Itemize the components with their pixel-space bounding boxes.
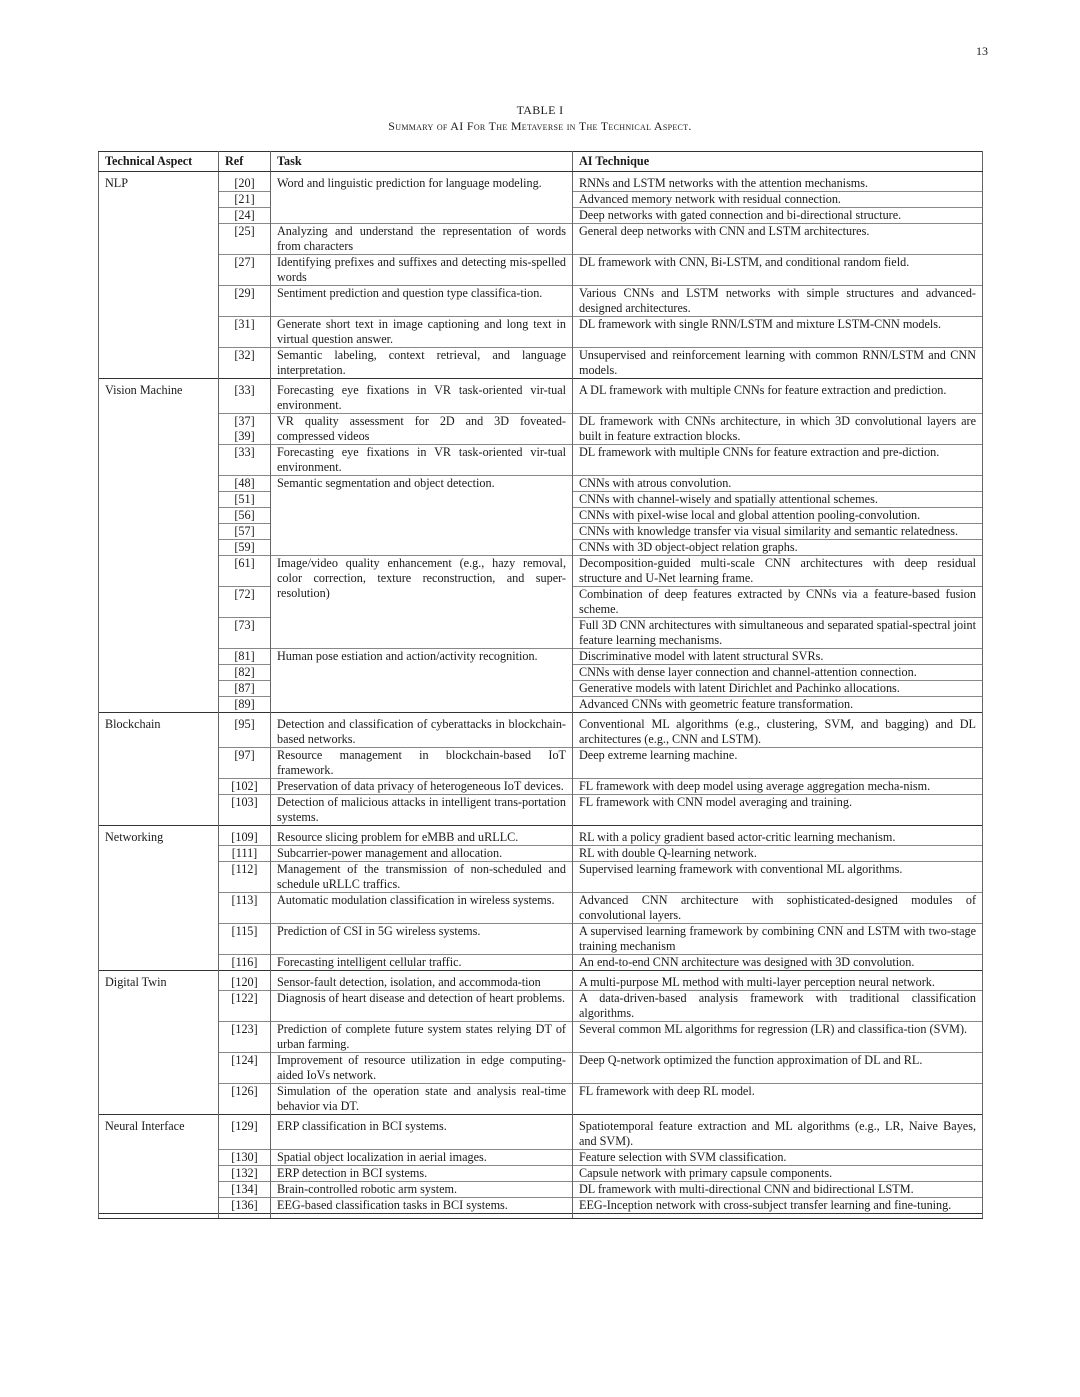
technique-cell: CNNs with dense layer connection and channel-attention connection. — [573, 665, 983, 681]
technique-cell: Supervised learning framework with conventional ML algorithms. — [573, 862, 983, 893]
technique-cell: General deep networks with CNN and LSTM architectures. — [573, 224, 983, 255]
task-cell: Identifying prefixes and suffixes and detecting mis-spelled words — [271, 255, 573, 286]
table-row — [99, 1182, 983, 1198]
ref-cell: [103] — [219, 795, 271, 826]
table-row — [99, 1150, 983, 1166]
aspect-cell: Digital Twin — [99, 975, 219, 1115]
header-ai-technique: AI Technique — [573, 152, 983, 172]
ref-cell: [37] [39] — [219, 414, 271, 445]
ref-cell: [61] — [219, 556, 271, 587]
technique-cell: RNNs and LSTM networks with the attention mechanisms. — [573, 176, 983, 192]
table-row — [99, 649, 983, 665]
ref-cell: [20] — [219, 176, 271, 192]
table-row — [99, 846, 983, 862]
task-cell: Management of the transmission of non-scheduled and schedule uRLLC traffics. — [271, 862, 573, 893]
ref-cell: [97] — [219, 748, 271, 779]
separator-cell — [219, 1214, 271, 1219]
technique-cell: RL with double Q-learning network. — [573, 846, 983, 862]
ref-cell: [132] — [219, 1166, 271, 1182]
technique-cell: EEG-Inception network with cross-subject transfer learning and fine-tuning. — [573, 1198, 983, 1214]
table-row — [99, 893, 983, 924]
table-row — [99, 556, 983, 587]
table-row — [99, 748, 983, 779]
technique-cell: Feature selection with SVM classification. — [573, 1150, 983, 1166]
task-cell: Brain-controlled robotic arm system. — [271, 1182, 573, 1198]
technique-cell: Several common ML algorithms for regression (LR) and classifica-tion (SVM). — [573, 1022, 983, 1053]
ref-cell: [129] — [219, 1119, 271, 1150]
task-cell: Word and linguistic prediction for language modeling. — [271, 176, 573, 224]
table-row — [99, 991, 983, 1022]
header-technical-aspect: Technical Aspect — [99, 152, 219, 172]
task-cell: Detection of malicious attacks in intelligent trans-portation systems. — [271, 795, 573, 826]
table-row — [99, 317, 983, 348]
separator-cell — [573, 1214, 983, 1219]
technique-cell: DL framework with multiple CNNs for feature extraction and pre-diction. — [573, 445, 983, 476]
ref-cell: [112] — [219, 862, 271, 893]
task-cell: Sensor-fault detection, isolation, and accommoda-tion — [271, 975, 573, 991]
technique-cell: Advanced memory network with residual connection. — [573, 192, 983, 208]
technique-cell: Full 3D CNN architectures with simultaneous and separated spatial-spectral joint feature learning mechanisms. — [573, 618, 983, 649]
ref-cell: [24] — [219, 208, 271, 224]
technique-cell: FL framework with deep model using average aggregation mecha-nism. — [573, 779, 983, 795]
ref-cell: [72] — [219, 587, 271, 618]
task-cell: Improvement of resource utilization in edge computing-aided IoVs network. — [271, 1053, 573, 1084]
ref-cell: [116] — [219, 955, 271, 971]
technique-cell: DL framework with single RNN/LSTM and mixture LSTM-CNN models. — [573, 317, 983, 348]
table-row — [99, 476, 983, 492]
ref-cell: [56] — [219, 508, 271, 524]
separator-cell — [99, 1214, 219, 1219]
technique-cell: RL with a policy gradient based actor-critic learning mechanism. — [573, 830, 983, 846]
ref-cell: [21] — [219, 192, 271, 208]
table-row — [99, 1022, 983, 1053]
header-task: Task — [271, 152, 573, 172]
task-cell: Prediction of complete future system states relying DT of urban farming. — [271, 1022, 573, 1053]
technique-cell: FL framework with CNN model averaging and training. — [573, 795, 983, 826]
ref-cell: [27] — [219, 255, 271, 286]
task-cell: ERP detection in BCI systems. — [271, 1166, 573, 1182]
aspect-cell: Networking — [99, 830, 219, 971]
technique-cell: Deep extreme learning machine. — [573, 748, 983, 779]
task-cell: Automatic modulation classification in wireless systems. — [271, 893, 573, 924]
table-end-separator — [99, 1214, 983, 1219]
summary-table — [98, 151, 983, 1219]
aspect-cell: Vision Machine — [99, 383, 219, 713]
ref-cell: [32] — [219, 348, 271, 379]
task-cell: Spatial object localization in aerial images. — [271, 1150, 573, 1166]
ref-cell: [51] — [219, 492, 271, 508]
table-caption: Summary of AI For The Metaverse in The Technical Aspect. — [388, 119, 692, 133]
table-row — [99, 717, 983, 748]
table-header-row — [99, 152, 983, 172]
table-row — [99, 924, 983, 955]
ref-cell: [81] — [219, 649, 271, 665]
task-cell: VR quality assessment for 2D and 3D foveated-compressed videos — [271, 414, 573, 445]
ref-cell: [33] — [219, 445, 271, 476]
task-cell: Simulation of the operation state and analysis real-time behavior via DT. — [271, 1084, 573, 1115]
technique-cell: CNNs with atrous convolution. — [573, 476, 983, 492]
table-row — [99, 224, 983, 255]
task-cell: Generate short text in image captioning and long text in virtual question answer. — [271, 317, 573, 348]
ref-cell: [122] — [219, 991, 271, 1022]
technique-cell: Generative models with latent Dirichlet and Pachinko allocations. — [573, 681, 983, 697]
ref-cell: [87] — [219, 681, 271, 697]
table-row — [99, 1053, 983, 1084]
aspect-cell: Blockchain — [99, 717, 219, 826]
technique-cell: Advanced CNN architecture with sophisticated-designed modules of convolutional layers. — [573, 893, 983, 924]
technique-cell: Discriminative model with latent structural SVRs. — [573, 649, 983, 665]
technique-cell: CNNs with 3D object-object relation graphs. — [573, 540, 983, 556]
technique-cell: CNNs with pixel-wise local and global attention pooling-convolution. — [573, 508, 983, 524]
ref-cell: [33] — [219, 383, 271, 414]
table-row — [99, 830, 983, 846]
ref-cell: [95] — [219, 717, 271, 748]
task-cell: Resource slicing problem for eMBB and uRLLC. — [271, 830, 573, 846]
task-cell: Forecasting intelligent cellular traffic. — [271, 955, 573, 971]
technique-cell: Various CNNs and LSTM networks with simple structures and advanced-designed architectures. — [573, 286, 983, 317]
aspect-cell: Neural Interface — [99, 1119, 219, 1214]
task-cell: EEG-based classification tasks in BCI systems. — [271, 1198, 573, 1214]
ref-cell: [134] — [219, 1182, 271, 1198]
ref-cell: [124] — [219, 1053, 271, 1084]
table-row — [99, 1166, 983, 1182]
task-cell: Detection and classification of cyberattacks in blockchain-based networks. — [271, 717, 573, 748]
ref-cell: [89] — [219, 697, 271, 713]
task-cell: Prediction of CSI in 5G wireless systems. — [271, 924, 573, 955]
task-cell: Sentiment prediction and question type classifica-tion. — [271, 286, 573, 317]
technique-cell: DL framework with CNN, Bi-LSTM, and conditional random field. — [573, 255, 983, 286]
ref-cell: [73] — [219, 618, 271, 649]
table-row — [99, 779, 983, 795]
table-row — [99, 1084, 983, 1115]
task-cell: Forecasting eye fixations in VR task-oriented vir-tual environment. — [271, 445, 573, 476]
technique-cell: FL framework with deep RL model. — [573, 1084, 983, 1115]
ref-cell: [25] — [219, 224, 271, 255]
table-row — [99, 445, 983, 476]
technique-cell: Deep networks with gated connection and bi-directional structure. — [573, 208, 983, 224]
table-row — [99, 955, 983, 971]
ref-cell: [102] — [219, 779, 271, 795]
table-row — [99, 383, 983, 414]
task-cell: Analyzing and understand the representation of words from characters — [271, 224, 573, 255]
table-row — [99, 1198, 983, 1214]
technique-cell: A multi-purpose ML method with multi-layer perception neural network. — [573, 975, 983, 991]
technique-cell: DL framework with CNNs architecture, in which 3D convolutional layers are built in feature extraction blocks. — [573, 414, 983, 445]
task-cell: Resource management in blockchain-based IoT framework. — [271, 748, 573, 779]
technique-cell: Combination of deep features extracted by CNNs via a feature-based fusion scheme. — [573, 587, 983, 618]
table-row — [99, 975, 983, 991]
technique-cell: An end-to-end CNN architecture was designed with 3D convolution. — [573, 955, 983, 971]
technique-cell: A supervised learning framework by combining CNN and LSTM with two-stage training mechanism — [573, 924, 983, 955]
technique-cell: CNNs with channel-wisely and spatially attentional schemes. — [573, 492, 983, 508]
ref-cell: [115] — [219, 924, 271, 955]
task-cell: Image/video quality enhancement (e.g., hazy removal, color correction, texture reconstruction, and super-resolution) — [271, 556, 573, 649]
task-cell: Forecasting eye fixations in VR task-oriented vir-tual environment. — [271, 383, 573, 414]
table-row — [99, 862, 983, 893]
table-row — [99, 795, 983, 826]
ref-cell: [48] — [219, 476, 271, 492]
technique-cell: CNNs with knowledge transfer via visual similarity and semantic relatedness. — [573, 524, 983, 540]
task-cell: ERP classification in BCI systems. — [271, 1119, 573, 1150]
table-row — [99, 414, 983, 445]
separator-cell — [271, 1214, 573, 1219]
technique-cell: Decomposition-guided multi-scale CNN architectures with deep residual structure and U-Net learning frame. — [573, 556, 983, 587]
task-cell: Human pose estiation and action/activity recognition. — [271, 649, 573, 713]
task-cell: Preservation of data privacy of heterogeneous IoT devices. — [271, 779, 573, 795]
ref-cell: [82] — [219, 665, 271, 681]
ref-cell: [59] — [219, 540, 271, 556]
technique-cell: Conventional ML algorithms (e.g., clustering, SVM, and bagging) and DL architectures (e.g., CNN and LSTM). — [573, 717, 983, 748]
ref-cell: [31] — [219, 317, 271, 348]
task-cell: Semantic labeling, context retrieval, and language interpretation. — [271, 348, 573, 379]
ref-cell: [130] — [219, 1150, 271, 1166]
technique-cell: Unsupervised and reinforcement learning with common RNN/LSTM and CNN models. — [573, 348, 983, 379]
table-row — [99, 286, 983, 317]
technique-cell: DL framework with multi-directional CNN and bidirectional LSTM. — [573, 1182, 983, 1198]
ref-cell: [123] — [219, 1022, 271, 1053]
technique-cell: A data-driven-based analysis framework with traditional classification algorithms. — [573, 991, 983, 1022]
table-body — [99, 172, 983, 1219]
technique-cell: A DL framework with multiple CNNs for feature extraction and prediction. — [573, 383, 983, 414]
ref-cell: [29] — [219, 286, 271, 317]
ref-cell: [113] — [219, 893, 271, 924]
page-number: 13 — [976, 44, 988, 58]
table-row — [99, 348, 983, 379]
task-cell: Diagnosis of heart disease and detection of heart problems. — [271, 991, 573, 1022]
ref-cell: [120] — [219, 975, 271, 991]
ref-cell: [57] — [219, 524, 271, 540]
task-cell: Semantic segmentation and object detection. — [271, 476, 573, 556]
table-label: TABLE I — [516, 103, 564, 117]
ref-cell: [109] — [219, 830, 271, 846]
table-row — [99, 255, 983, 286]
ref-cell: [136] — [219, 1198, 271, 1214]
table-row — [99, 176, 983, 192]
technique-cell: Capsule network with primary capsule components. — [573, 1166, 983, 1182]
technique-cell: Deep Q-network optimized the function approximation of DL and RL. — [573, 1053, 983, 1084]
task-cell: Subcarrier-power management and allocation. — [271, 846, 573, 862]
aspect-cell: NLP — [99, 176, 219, 379]
ref-cell: [126] — [219, 1084, 271, 1115]
technique-cell: Advanced CNNs with geometric feature transformation. — [573, 697, 983, 713]
header-ref: Ref — [219, 152, 271, 172]
ref-cell: [111] — [219, 846, 271, 862]
table-row — [99, 1119, 983, 1150]
technique-cell: Spatiotemporal feature extraction and ML algorithms (e.g., LR, Naive Bayes, and SVM). — [573, 1119, 983, 1150]
